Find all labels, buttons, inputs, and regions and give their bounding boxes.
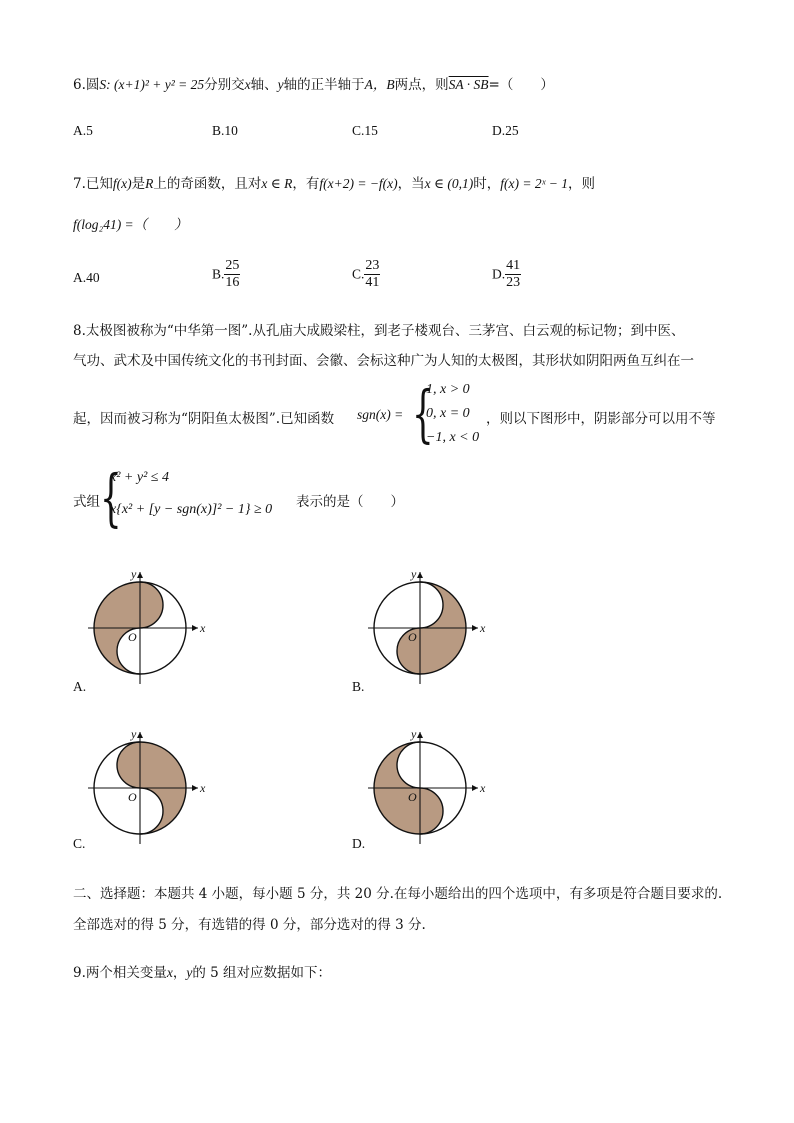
y-axis-arrow: [417, 572, 423, 578]
q7-option-a: A.40: [73, 270, 100, 285]
q8-line2: 气功、武术及中国传统文化的书刊封面、会徽、会标这种广为人知的太极图，其形状如阴阳两鱼互纠在一: [73, 353, 694, 369]
origin-label: O: [408, 790, 417, 804]
x-axis-arrow: [192, 785, 198, 791]
q8-line3a: 起，因而被习称为“阴阳鱼太极图”.已知函数: [73, 411, 335, 427]
x-axis-label: x: [480, 621, 486, 635]
q8-ineq1: x² + y² ≤ 4: [110, 470, 169, 485]
q6-equation: S: (x+1)² + y² = 25: [99, 77, 205, 92]
q6-vector-product: SA · SB: [448, 77, 489, 92]
q6-option-c: C.15: [352, 123, 378, 138]
q8-system-brace: {: [100, 461, 122, 534]
figure-a-label: A.: [73, 679, 87, 694]
figure-c: [70, 720, 220, 850]
origin-label: O: [408, 630, 417, 644]
figure-d-label: D.: [352, 836, 366, 851]
origin-label: O: [128, 790, 137, 804]
q7-option-d: D. $\frac{41}{23}$: [492, 258, 521, 290]
figure-b: [350, 560, 500, 690]
q7-stem-line1: 7.已知f(x)是R上的奇函数，且对x ∈ R，有f(x+2) = −f(x)，当x ∈ (0,1)时，f(x) = 2ˣ − 1，则: [73, 176, 596, 192]
q6-option-a: A.5: [73, 123, 93, 138]
origin-label: O: [128, 630, 137, 644]
x-axis-label: x: [200, 781, 206, 795]
q8-case3: −1, x < 0: [426, 430, 480, 445]
q8-ineq2: x{x² + [y − sgn(x)]² − 1} ≥ 0: [110, 502, 273, 517]
q6-option-d: D.25: [492, 123, 519, 138]
section2-line1: 二、选择题：本题共 4 小题，每小题 5 分，共 20 分.在每小题给出的四个选项中，有多项是符合题目要求的.: [73, 886, 723, 902]
figure-b-label: B.: [352, 679, 365, 694]
q9-stem: 9.两个相关变量x，y的 5 组对应数据如下：: [73, 965, 332, 981]
q7-option-b: B. $\frac{25}{16}$: [212, 258, 240, 290]
y-axis-label: y: [411, 727, 417, 741]
q8-line4a: 式组: [73, 494, 100, 510]
q7-stem-line2: f(log₂41) =（ ）: [73, 217, 188, 232]
x-axis-label: x: [200, 621, 206, 635]
x-axis-arrow: [472, 625, 478, 631]
y-axis-label: y: [411, 567, 417, 581]
q8-case1: 1, x > 0: [426, 382, 470, 397]
figure-d: [350, 720, 500, 850]
q7-option-c: C. $\frac{23}{41}$: [352, 258, 380, 290]
x-axis-arrow: [472, 785, 478, 791]
section2-line2: 全部选对的得 5 分，有选错的得 0 分，部分选对的得 3 分.: [73, 917, 426, 933]
q6-option-b: B.10: [212, 123, 238, 138]
q8-sgn-def: sgn(x) =: [357, 407, 404, 422]
y-axis-arrow: [137, 572, 143, 578]
q8-line1: 8.太极图被称为“中华第一图”.从孔庙大成殿梁柱，到老子楼观台、三茅宫、白云观的标记物；到中医、: [73, 323, 685, 339]
figure-c-label: C.: [73, 836, 86, 851]
q8-case2: 0, x = 0: [426, 406, 470, 421]
q8-line3b: ，则以下图形中，阴影部分可以用不等: [486, 411, 716, 427]
x-axis-arrow: [192, 625, 198, 631]
y-axis-arrow: [137, 732, 143, 738]
q8-case-brace: {: [412, 377, 434, 450]
y-axis-label: y: [131, 727, 137, 741]
y-axis-label: y: [131, 567, 137, 581]
q8-line4b: 表示的是（ ）: [296, 494, 404, 510]
q6-stem: 6.圆S: (x+1)² + y² = 25分别交x轴、y轴的正半轴于A，B两点，则SA · SB=（ ）: [73, 77, 554, 93]
x-axis-label: x: [480, 781, 486, 795]
y-axis-arrow: [417, 732, 423, 738]
figure-a: [70, 560, 220, 690]
